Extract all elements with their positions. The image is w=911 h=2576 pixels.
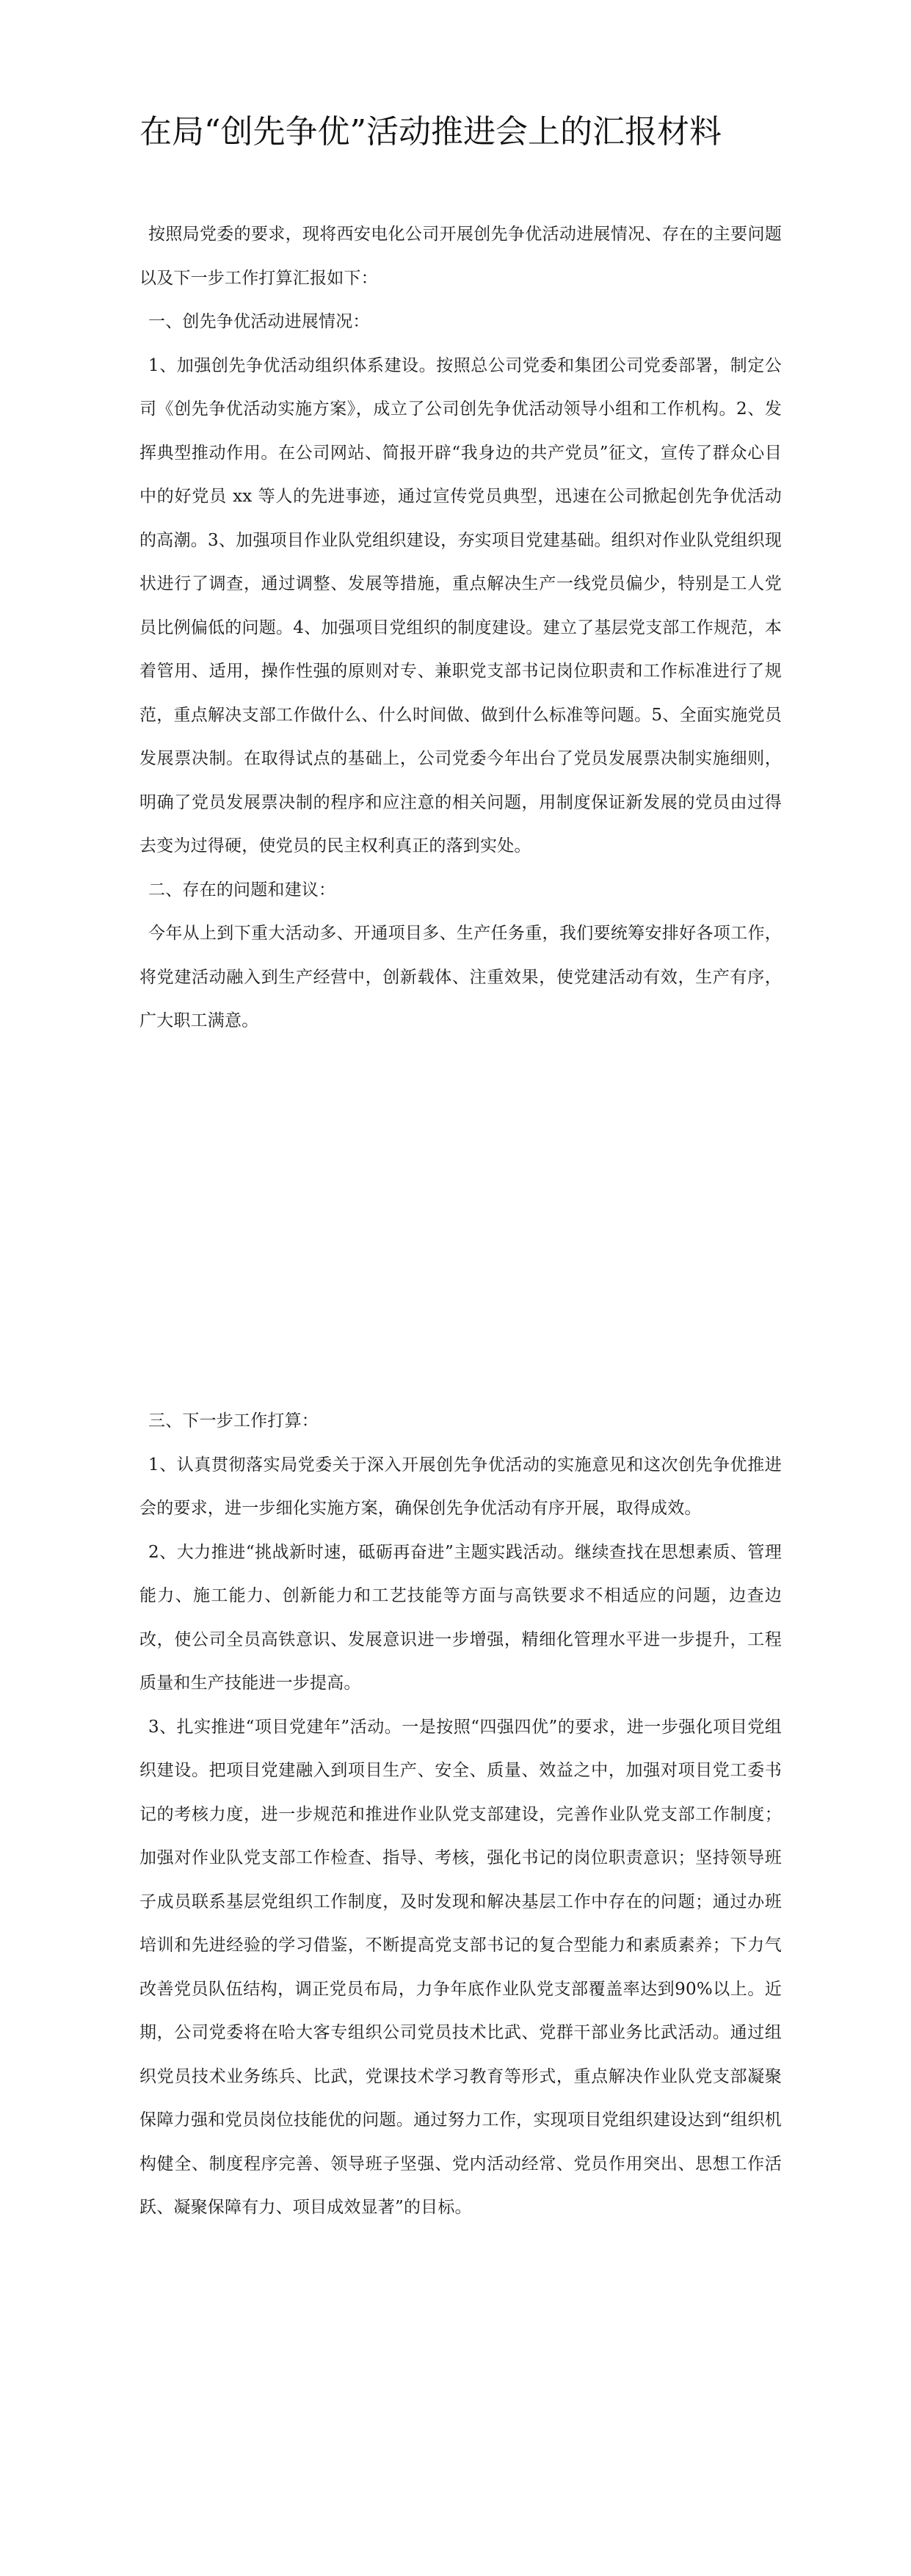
section-3-item-2: 2、大力推进“挑战新时速，砥砺再奋进”主题实践活动。继续查找在思想素质、管理能力、施工能力、创新能力和工艺技能等方面与高铁要求不相适应的问题，边查边改，使公司全员高铁意识、发展意识进一步增强，精细化管理水平进一步提升，工程质量和生产技能进一步提高。	[139, 1542, 782, 1693]
section-3-item-3: 3、扎实推进“项目党建年”活动。一是按照“四强四优”的要求，进一步强化项目党组织建设。把项目党建融入到项目生产、安全、质量、效益之中，加强对项目党工委书记的考核力度，进一步规范和推进作业队党支部建设，完善作业队党支部工作制度；加强对作业队党支部工作检查、指导、考核，强化书记的岗位职责意识；坚持领导班子成员联系基层党组织工作制度，及时发现和解决基层工作中存在的问题；通过办班培训和先进经验的学习借鉴，不断提高党支部书记的复合型能力和素质素养；下力气改善党员队伍结构，调正党员布局，力争年底作业队党支部覆盖率达到90%以上。近期，公司党委将在哈大客专组织公司党员技术比武、党群干部业务比武活动。通过组织党员技术业务练兵、比武，党课技术学习教育等形式，重点解决作业队党支部凝聚保障力强和党员岗位技能优的问题。通过努力工作，实现项目党组织建设达到“组织机构健全、制度程序完善、领导班子坚强、党内活动经常、党员作用突出、思想工作活跃、凝聚保障有力、项目成效显著”的目标。	[139, 1717, 782, 2217]
section-3-item-1: 1、认真贯彻落实局党委关于深入开展创先争优活动的实施意见和这次创先争优推进会的要求，进一步细化实施方案，确保创先争优活动有序开展，取得成效。	[139, 1455, 782, 1518]
section-1-body: 1、加强创先争优活动组织体系建设。按照总公司党委和集团公司党委部署，制定公司《创先争优活动实施方案》，成立了公司创先争优活动领导小组和工作机构。2、发挥典型推动作用。在公司网站、简报开辟“我身边的共产党员”征文，宣传了群众心目中的好党员 xx 等人的先进事迹，通过宣传党员典型，迅速在公司掀起创先争优活动的高潮。3、加强项目作业队党组织建设，夯实项目党建基础。组织对作业队党组织现状进行了调查，通过调整、发展等措施，重点解决生产一线党员偏少，特别是工人党员比例偏低的问题。4、加强项目党组织的制度建设。建立了基层党支部工作规范，本着管用、适用，操作性强的原则对专、兼职党支部书记岗位职责和工作标准进行了规范，重点解决支部工作做什么、什么时间做、做到什么标准等问题。5、全面实施党员发展票决制。在取得试点的基础上，公司党委今年出台了党员发展票决制实施细则，明确了党员发展票决制的程序和应注意的相关问题，用制度保证新发展的党员由过得去变为过得硬，使党员的民主权利真正的落到实处。	[139, 355, 782, 855]
section-3-heading: 三、下一步工作打算：	[148, 1411, 319, 1430]
upper-text-block	[139, 213, 782, 1043]
lower-text-block	[139, 1400, 782, 2230]
section-2-heading: 二、存在的问题和建议：	[148, 880, 336, 900]
section-1-heading: 一、创先争优活动进展情况：	[148, 312, 370, 331]
section-2-body: 今年从上到下重大活动多、开通项目多、生产任务重，我们要统筹安排好各项工作，将党建活动融入到生产经营中，创新载体、注重效果，使党建活动有效，生产有序，广大职工满意。	[139, 924, 782, 1030]
intro-paragraph: 按照局党委的要求，现将西安电化公司开展创先争优活动进展情况、存在的主要问题以及下一步工作打算汇报如下：	[139, 225, 782, 288]
document-title: 在局“创先争优”活动推进会上的汇报材料	[139, 113, 722, 151]
